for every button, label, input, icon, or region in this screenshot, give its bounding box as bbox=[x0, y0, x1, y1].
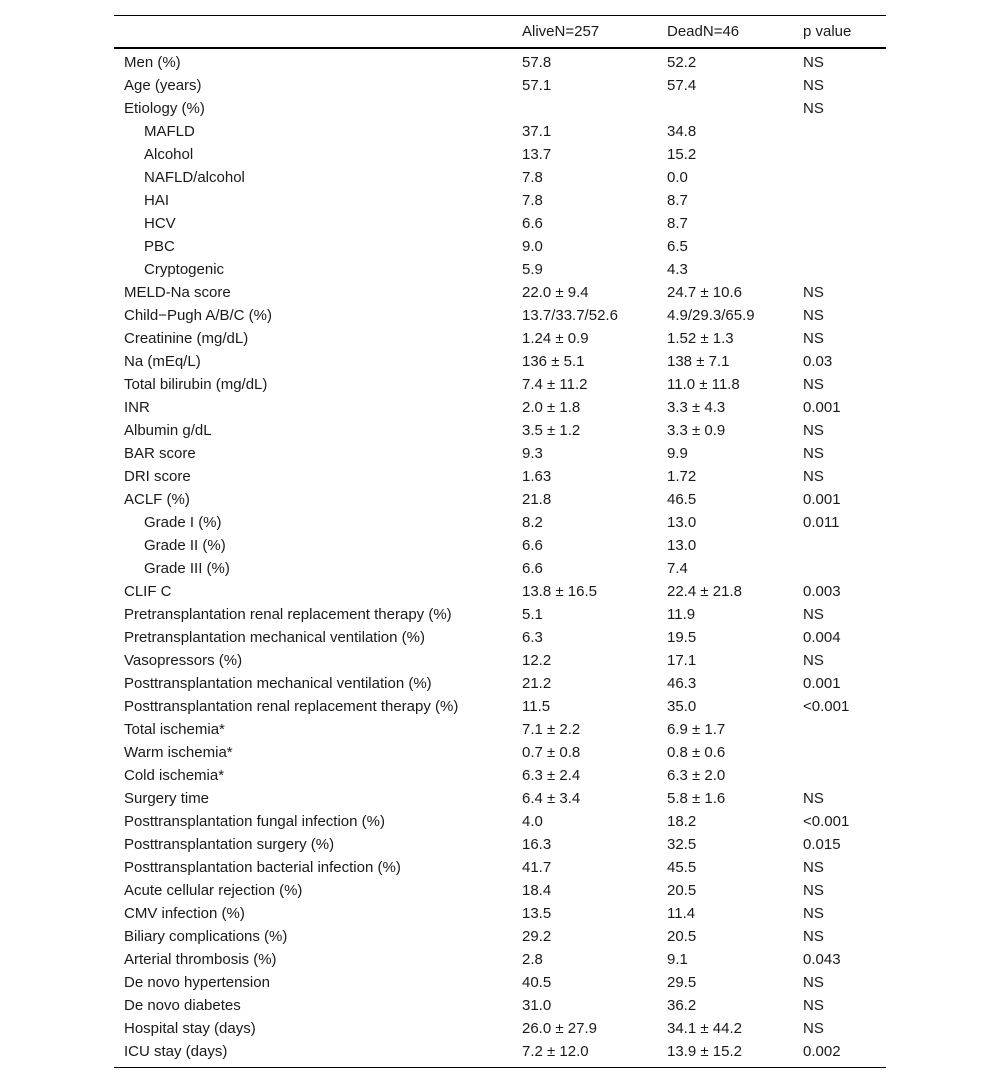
table-row bbox=[114, 189, 886, 212]
row-label-indented: NAFLD/alcohol bbox=[144, 169, 245, 186]
row-alive-value: 29.2 bbox=[522, 928, 552, 945]
table-row bbox=[114, 971, 886, 994]
row-label bbox=[114, 143, 522, 166]
row-alive-value bbox=[522, 97, 667, 120]
row-dead-value: 3.3 ± 4.3 bbox=[667, 399, 726, 416]
row-label: INR bbox=[124, 399, 150, 416]
row-alive-value: 3.5 ± 1.2 bbox=[522, 422, 581, 439]
table-row bbox=[114, 856, 886, 879]
row-label bbox=[114, 258, 522, 281]
row-p-value: NS bbox=[803, 422, 824, 439]
table-row bbox=[114, 373, 886, 396]
row-p-value bbox=[803, 235, 886, 258]
row-dead-value: 46.5 bbox=[667, 491, 697, 508]
row-dead-value: 36.2 bbox=[667, 997, 697, 1014]
table-row bbox=[114, 166, 886, 189]
table-row bbox=[114, 1017, 886, 1040]
row-dead-value: 13.0 bbox=[667, 514, 697, 531]
row-label: ACLF (%) bbox=[124, 491, 190, 508]
row-dead-value: 45.5 bbox=[667, 859, 697, 876]
row-p-value: NS bbox=[803, 606, 824, 623]
row-dead-value: 8.7 bbox=[667, 215, 688, 232]
table-row bbox=[114, 304, 886, 327]
row-label-indented: Grade II (%) bbox=[144, 537, 226, 554]
table-row bbox=[114, 580, 886, 603]
table-row bbox=[114, 48, 886, 74]
row-alive-value: 1.24 ± 0.9 bbox=[522, 330, 589, 347]
row-p-value: NS bbox=[803, 445, 824, 462]
row-alive-value: 31.0 bbox=[522, 997, 552, 1014]
row-p-value: 0.001 bbox=[803, 399, 841, 416]
row-alive-value: 6.6 bbox=[522, 537, 543, 554]
row-p-value: NS bbox=[803, 997, 824, 1014]
table-row bbox=[114, 488, 886, 511]
row-label bbox=[114, 166, 522, 189]
row-alive-value: 21.8 bbox=[522, 491, 552, 508]
row-label-indented: Grade III (%) bbox=[144, 560, 230, 577]
row-alive-value: 57.8 bbox=[522, 54, 552, 71]
row-dead-value: 46.3 bbox=[667, 675, 697, 692]
row-label: Biliary complications (%) bbox=[124, 928, 288, 945]
row-alive-value: 6.4 ± 3.4 bbox=[522, 790, 581, 807]
row-alive-value: 5.1 bbox=[522, 606, 543, 623]
row-alive-value: 5.9 bbox=[522, 261, 543, 278]
row-label: Na (mEq/L) bbox=[124, 353, 201, 370]
row-alive-value: 57.1 bbox=[522, 77, 552, 94]
row-label: Hospital stay (days) bbox=[124, 1020, 256, 1037]
table-row bbox=[114, 741, 886, 764]
row-label bbox=[114, 534, 522, 557]
row-label: Warm ischemia* bbox=[124, 744, 233, 761]
row-alive-value: 26.0 ± 27.9 bbox=[522, 1020, 597, 1037]
table-row bbox=[114, 695, 886, 718]
row-p-value: NS bbox=[803, 882, 824, 899]
row-dead-value: 0.0 bbox=[667, 169, 688, 186]
row-alive-value: 2.0 ± 1.8 bbox=[522, 399, 581, 416]
table-row bbox=[114, 810, 886, 833]
row-alive-value: 9.0 bbox=[522, 238, 543, 255]
row-p-value bbox=[803, 557, 886, 580]
row-dead-value: 5.8 ± 1.6 bbox=[667, 790, 726, 807]
row-label: CMV infection (%) bbox=[124, 905, 245, 922]
row-dead-value: 4.9/29.3/65.9 bbox=[667, 307, 755, 324]
table-row bbox=[114, 787, 886, 810]
row-label: Child−Pugh A/B/C (%) bbox=[124, 307, 272, 324]
row-alive-value: 6.6 bbox=[522, 215, 543, 232]
row-label: Men (%) bbox=[124, 54, 181, 71]
row-label-indented: PBC bbox=[144, 238, 175, 255]
row-p-value: NS bbox=[803, 284, 824, 301]
row-p-value bbox=[803, 166, 886, 189]
table-row bbox=[114, 511, 886, 534]
row-p-value: NS bbox=[803, 100, 824, 117]
row-label: Posttransplantation fungal infection (%) bbox=[124, 813, 385, 830]
row-label bbox=[114, 189, 522, 212]
row-dead-value: 11.9 bbox=[667, 606, 696, 623]
row-label-indented: HCV bbox=[144, 215, 176, 232]
row-label: Etiology (%) bbox=[124, 100, 205, 117]
table-row bbox=[114, 718, 886, 741]
table-row bbox=[114, 212, 886, 235]
row-dead-value: 6.9 ± 1.7 bbox=[667, 721, 726, 738]
row-dead-value: 4.3 bbox=[667, 261, 688, 278]
row-dead-value: 1.52 ± 1.3 bbox=[667, 330, 734, 347]
table-row bbox=[114, 419, 886, 442]
row-label: Pretransplantation mechanical ventilation (%) bbox=[124, 629, 425, 646]
row-alive-value: 6.3 ± 2.4 bbox=[522, 767, 581, 784]
row-alive-value: 1.63 bbox=[522, 468, 552, 485]
table-row bbox=[114, 833, 886, 856]
row-label bbox=[114, 557, 522, 580]
row-dead-value: 3.3 ± 0.9 bbox=[667, 422, 726, 439]
row-label-indented: Grade I (%) bbox=[144, 514, 222, 531]
row-dead-value: 1.72 bbox=[667, 468, 697, 485]
table-row bbox=[114, 442, 886, 465]
row-alive-value: 13.7 bbox=[522, 146, 552, 163]
row-dead-value: 32.5 bbox=[667, 836, 697, 853]
row-dead-value bbox=[667, 97, 803, 120]
row-alive-value: 6.3 bbox=[522, 629, 543, 646]
table-row bbox=[114, 994, 886, 1017]
row-alive-value: 13.7/33.7/52.6 bbox=[522, 307, 618, 324]
table-row bbox=[114, 764, 886, 787]
row-p-value: NS bbox=[803, 905, 824, 922]
row-label: Vasopressors (%) bbox=[124, 652, 243, 669]
row-alive-value: 11.5 bbox=[522, 698, 551, 715]
row-dead-value: 34.1 ± 44.2 bbox=[667, 1020, 742, 1037]
row-dead-value: 22.4 ± 21.8 bbox=[667, 583, 742, 600]
row-label: CLIF C bbox=[124, 583, 172, 600]
row-alive-value: 9.3 bbox=[522, 445, 543, 462]
row-p-value: 0.003 bbox=[803, 583, 841, 600]
row-label-indented: Alcohol bbox=[144, 146, 194, 163]
row-dead-value: 52.2 bbox=[667, 54, 697, 71]
row-label: De novo hypertension bbox=[124, 974, 270, 991]
row-dead-value: 29.5 bbox=[667, 974, 697, 991]
row-dead-value: 57.4 bbox=[667, 77, 697, 94]
row-alive-value: 7.1 ± 2.2 bbox=[522, 721, 581, 738]
table-row bbox=[114, 1040, 886, 1068]
row-label-indented: Cryptogenic bbox=[144, 261, 225, 278]
table-row bbox=[114, 534, 886, 557]
table-row bbox=[114, 74, 886, 97]
row-p-value bbox=[803, 741, 886, 764]
row-alive-value: 136 ± 5.1 bbox=[522, 353, 585, 370]
row-alive-value: 4.0 bbox=[522, 813, 543, 830]
row-dead-value: 11.4 bbox=[667, 905, 696, 922]
row-dead-value: 20.5 bbox=[667, 928, 697, 945]
table-row bbox=[114, 948, 886, 971]
row-alive-value: 7.4 ± 11.2 bbox=[522, 376, 588, 393]
row-label: De novo diabetes bbox=[124, 997, 241, 1014]
row-p-value: NS bbox=[803, 652, 824, 669]
table-row bbox=[114, 396, 886, 419]
row-dead-value: 6.5 bbox=[667, 238, 688, 255]
row-label-indented: HAI bbox=[144, 192, 170, 209]
row-p-value: 0.03 bbox=[803, 353, 833, 370]
row-p-value: 0.002 bbox=[803, 1043, 841, 1060]
row-p-value: 0.015 bbox=[803, 836, 841, 853]
row-p-value: 0.004 bbox=[803, 629, 841, 646]
table-row bbox=[114, 281, 886, 304]
row-label-indented: MAFLD bbox=[144, 123, 195, 140]
table-row bbox=[114, 603, 886, 626]
row-p-value: 0.001 bbox=[803, 491, 841, 508]
row-alive-value: 16.3 bbox=[522, 836, 552, 853]
row-alive-value: 41.7 bbox=[522, 859, 552, 876]
row-alive-value: 22.0 ± 9.4 bbox=[522, 284, 589, 301]
row-p-value bbox=[803, 189, 886, 212]
row-alive-value: 8.2 bbox=[522, 514, 543, 531]
row-alive-value: 21.2 bbox=[522, 675, 552, 692]
row-alive-value: 2.8 bbox=[522, 951, 543, 968]
row-label: Pretransplantation renal replacement therapy (%) bbox=[124, 606, 452, 623]
row-alive-value: 18.4 bbox=[522, 882, 552, 899]
row-dead-value: 20.5 bbox=[667, 882, 697, 899]
row-label: Total bilirubin (mg/dL) bbox=[124, 376, 268, 393]
row-p-value: NS bbox=[803, 790, 824, 807]
table-row bbox=[114, 902, 886, 925]
table-row bbox=[114, 925, 886, 948]
table-body bbox=[114, 48, 886, 1068]
table-row bbox=[114, 258, 886, 281]
row-p-value: 0.043 bbox=[803, 951, 841, 968]
row-p-value: 0.011 bbox=[803, 514, 840, 531]
row-label: Total ischemia* bbox=[124, 721, 225, 738]
row-label: Arterial thrombosis (%) bbox=[124, 951, 277, 968]
header-p-value: p value bbox=[803, 23, 852, 40]
row-p-value: 0.001 bbox=[803, 675, 841, 692]
table-row bbox=[114, 649, 886, 672]
row-dead-value: 35.0 bbox=[667, 698, 697, 715]
row-dead-value: 13.9 ± 15.2 bbox=[667, 1043, 742, 1060]
row-dead-value: 138 ± 7.1 bbox=[667, 353, 730, 370]
row-dead-value: 34.8 bbox=[667, 123, 697, 140]
row-label: Posttransplantation renal replacement therapy (%) bbox=[124, 698, 459, 715]
row-label: Posttransplantation surgery (%) bbox=[124, 836, 335, 853]
row-alive-value: 13.8 ± 16.5 bbox=[522, 583, 597, 600]
row-dead-value: 24.7 ± 10.6 bbox=[667, 284, 742, 301]
header-alive: AliveN=257 bbox=[522, 23, 600, 40]
row-label: Surgery time bbox=[124, 790, 210, 807]
row-alive-value: 7.8 bbox=[522, 192, 543, 209]
header-variable bbox=[114, 16, 522, 49]
row-label: Posttransplantation bacterial infection (%) bbox=[124, 859, 401, 876]
outcomes-table bbox=[114, 15, 886, 1068]
row-p-value: NS bbox=[803, 974, 824, 991]
row-p-value: NS bbox=[803, 376, 824, 393]
row-p-value bbox=[803, 534, 886, 557]
table-header-row bbox=[114, 16, 886, 49]
row-dead-value: 17.1 bbox=[667, 652, 697, 669]
row-dead-value: 11.0 ± 11.8 bbox=[667, 376, 740, 393]
row-label bbox=[114, 511, 522, 534]
row-dead-value: 18.2 bbox=[667, 813, 697, 830]
row-dead-value: 13.0 bbox=[667, 537, 697, 554]
table-row bbox=[114, 557, 886, 580]
row-p-value: NS bbox=[803, 468, 824, 485]
row-p-value bbox=[803, 258, 886, 281]
row-label bbox=[114, 212, 522, 235]
row-dead-value: 15.2 bbox=[667, 146, 697, 163]
row-alive-value: 13.5 bbox=[522, 905, 552, 922]
row-label bbox=[114, 120, 522, 143]
row-label: Albumin g/dL bbox=[124, 422, 212, 439]
row-p-value: NS bbox=[803, 330, 824, 347]
row-label bbox=[114, 235, 522, 258]
row-alive-value: 0.7 ± 0.8 bbox=[522, 744, 581, 761]
table-row bbox=[114, 235, 886, 258]
table-row bbox=[114, 626, 886, 649]
row-label: DRI score bbox=[124, 468, 191, 485]
row-alive-value: 40.5 bbox=[522, 974, 552, 991]
table-row bbox=[114, 143, 886, 166]
row-p-value: NS bbox=[803, 307, 824, 324]
row-p-value: <0.001 bbox=[803, 813, 850, 830]
row-p-value bbox=[803, 120, 886, 143]
row-label: Cold ischemia* bbox=[124, 767, 225, 784]
table-row bbox=[114, 879, 886, 902]
row-alive-value: 6.6 bbox=[522, 560, 543, 577]
table-row bbox=[114, 120, 886, 143]
table-row bbox=[114, 672, 886, 695]
row-dead-value: 0.8 ± 0.6 bbox=[667, 744, 726, 761]
table-row bbox=[114, 350, 886, 373]
table-row bbox=[114, 465, 886, 488]
row-label: MELD-Na score bbox=[124, 284, 231, 301]
header-dead: DeadN=46 bbox=[667, 23, 740, 40]
row-dead-value: 9.1 bbox=[667, 951, 688, 968]
row-label: Posttransplantation mechanical ventilation (%) bbox=[124, 675, 432, 692]
row-p-value: NS bbox=[803, 928, 824, 945]
row-p-value bbox=[803, 212, 886, 235]
row-dead-value: 7.4 bbox=[667, 560, 688, 577]
row-p-value: NS bbox=[803, 77, 824, 94]
table-row bbox=[114, 97, 886, 120]
row-dead-value: 19.5 bbox=[667, 629, 697, 646]
row-p-value: NS bbox=[803, 1020, 824, 1037]
row-p-value: NS bbox=[803, 859, 824, 876]
row-p-value: <0.001 bbox=[803, 698, 850, 715]
row-dead-value: 6.3 ± 2.0 bbox=[667, 767, 726, 784]
row-p-value bbox=[803, 764, 886, 787]
row-label: BAR score bbox=[124, 445, 196, 462]
row-label: Age (years) bbox=[124, 77, 202, 94]
row-label: Creatinine (mg/dL) bbox=[124, 330, 249, 347]
row-alive-value: 37.1 bbox=[522, 123, 552, 140]
row-dead-value: 9.9 bbox=[667, 445, 688, 462]
row-alive-value: 7.2 ± 12.0 bbox=[522, 1043, 589, 1060]
row-p-value: NS bbox=[803, 54, 824, 71]
row-label: Acute cellular rejection (%) bbox=[124, 882, 303, 899]
table-row bbox=[114, 327, 886, 350]
row-dead-value: 8.7 bbox=[667, 192, 688, 209]
row-label: ICU stay (days) bbox=[124, 1043, 228, 1060]
row-p-value bbox=[803, 718, 886, 741]
row-alive-value: 12.2 bbox=[522, 652, 552, 669]
row-p-value bbox=[803, 143, 886, 166]
row-alive-value: 7.8 bbox=[522, 169, 543, 186]
